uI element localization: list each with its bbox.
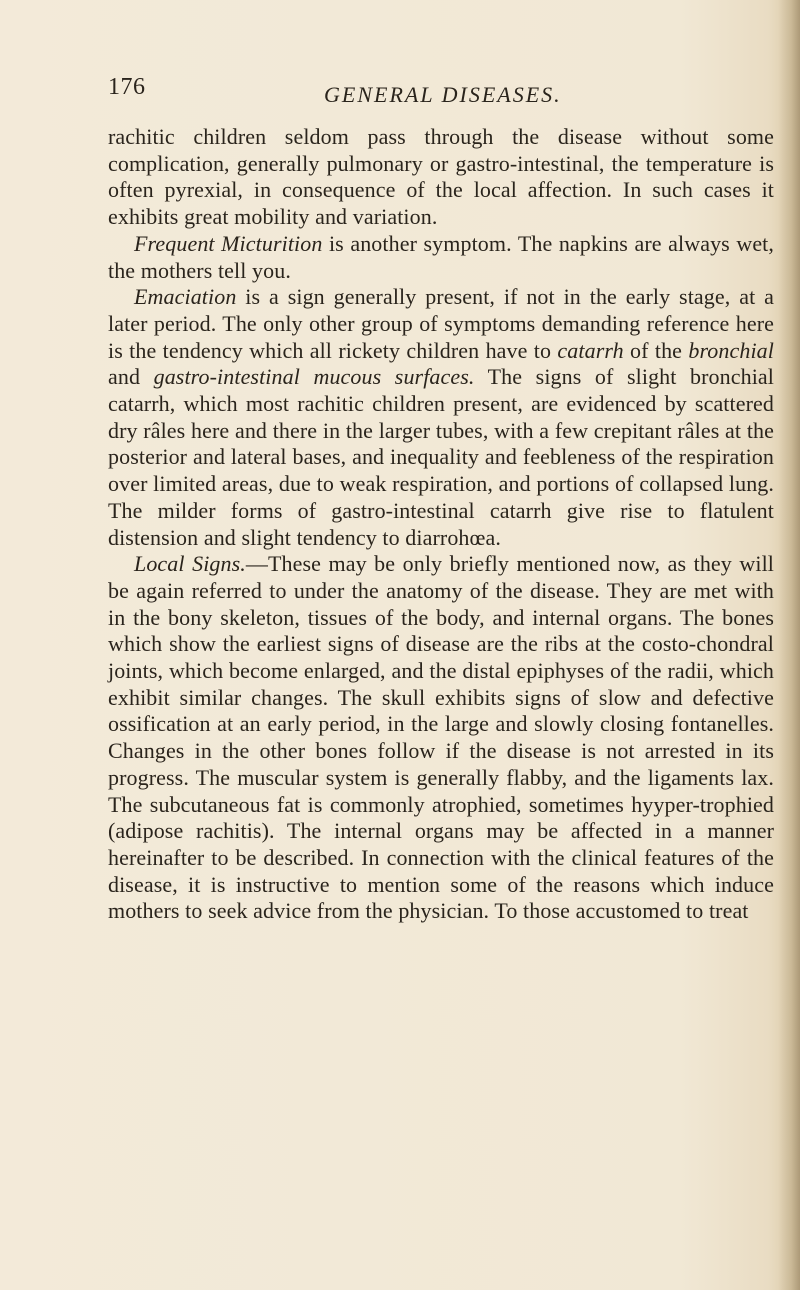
italic-run: catarrh — [557, 337, 624, 363]
text-run: is a sign generally present, if not in the early stage, at a later period. The only other group of symptoms demanding reference here is the tendency which all rickety children have to — [108, 284, 774, 363]
italic-run: Emaciation — [134, 284, 237, 310]
page-header — [108, 74, 768, 114]
italic-run: Frequent Micturition — [134, 230, 323, 256]
page-number: 176 — [108, 74, 146, 100]
text-run: The signs of slight bronchial catarrh, which most rachitic children present, are evidenced by scattered dry râles here and there in the larger tubes, with a few crepitant râles at the posterior and lateral bases, and inequality and feebleness of the respiration over limited areas, due to weak respiration, and portions of collapsed lung. The milder forms of gastro-intestinal catarrh give rise to flatulent distension and slight tendency to diarrohœa. — [108, 364, 774, 550]
text-run: of the — [623, 337, 689, 363]
paragraph — [108, 231, 774, 284]
text-run: —These may be only briefly mentioned now, as they will be again referred to under the anatomy of the disease. They are met with in the bony skeleton, tissues of the body, and internal organs. The bones which show the earliest signs of disease are the ribs at the costo-chondral joints, which become enlarged, and the distal epiphyses of the radii, which exhibit similar changes. The skull exhibits signs of slow and defective ossification at an early period, in the large and slowly closing fontanelles. Changes in the other bones follow if the disease is not arrested in its progress. The muscular system is generally flabby, and the ligaments lax. The subcutaneous fat is commonly atrophied, sometimes hyyper-trophied (adipose rachitis). The internal organs may be affected in a manner hereinafter to be described. In connection with the clinical features of the disease, it is instructive to mention some of the reasons which induce mothers to seek advice from the physician. To those accustomed to treat — [108, 551, 774, 924]
body-text — [108, 124, 774, 925]
text-run: is another symptom. The napkins are always wet, the mothers tell you. — [108, 230, 774, 283]
italic-run: Local Signs. — [134, 551, 246, 577]
text-run: and — [108, 364, 154, 390]
text-run: rachitic children seldom pass through the disease without some complication, generally pulmonary or gastro-intestinal, the temperature is often pyrexial, in consequence of the local affection. In such cases it exhibits great mobility and variation. — [108, 124, 774, 230]
paragraph — [108, 551, 774, 925]
italic-run: bronchial — [688, 337, 774, 363]
running-head: GENERAL DISEASES. — [324, 82, 562, 107]
italic-run: gastro-intestinal mucous surfaces. — [153, 364, 475, 390]
paragraph — [108, 124, 774, 231]
page-edge-shadow — [778, 0, 800, 1290]
paragraph — [108, 284, 774, 551]
